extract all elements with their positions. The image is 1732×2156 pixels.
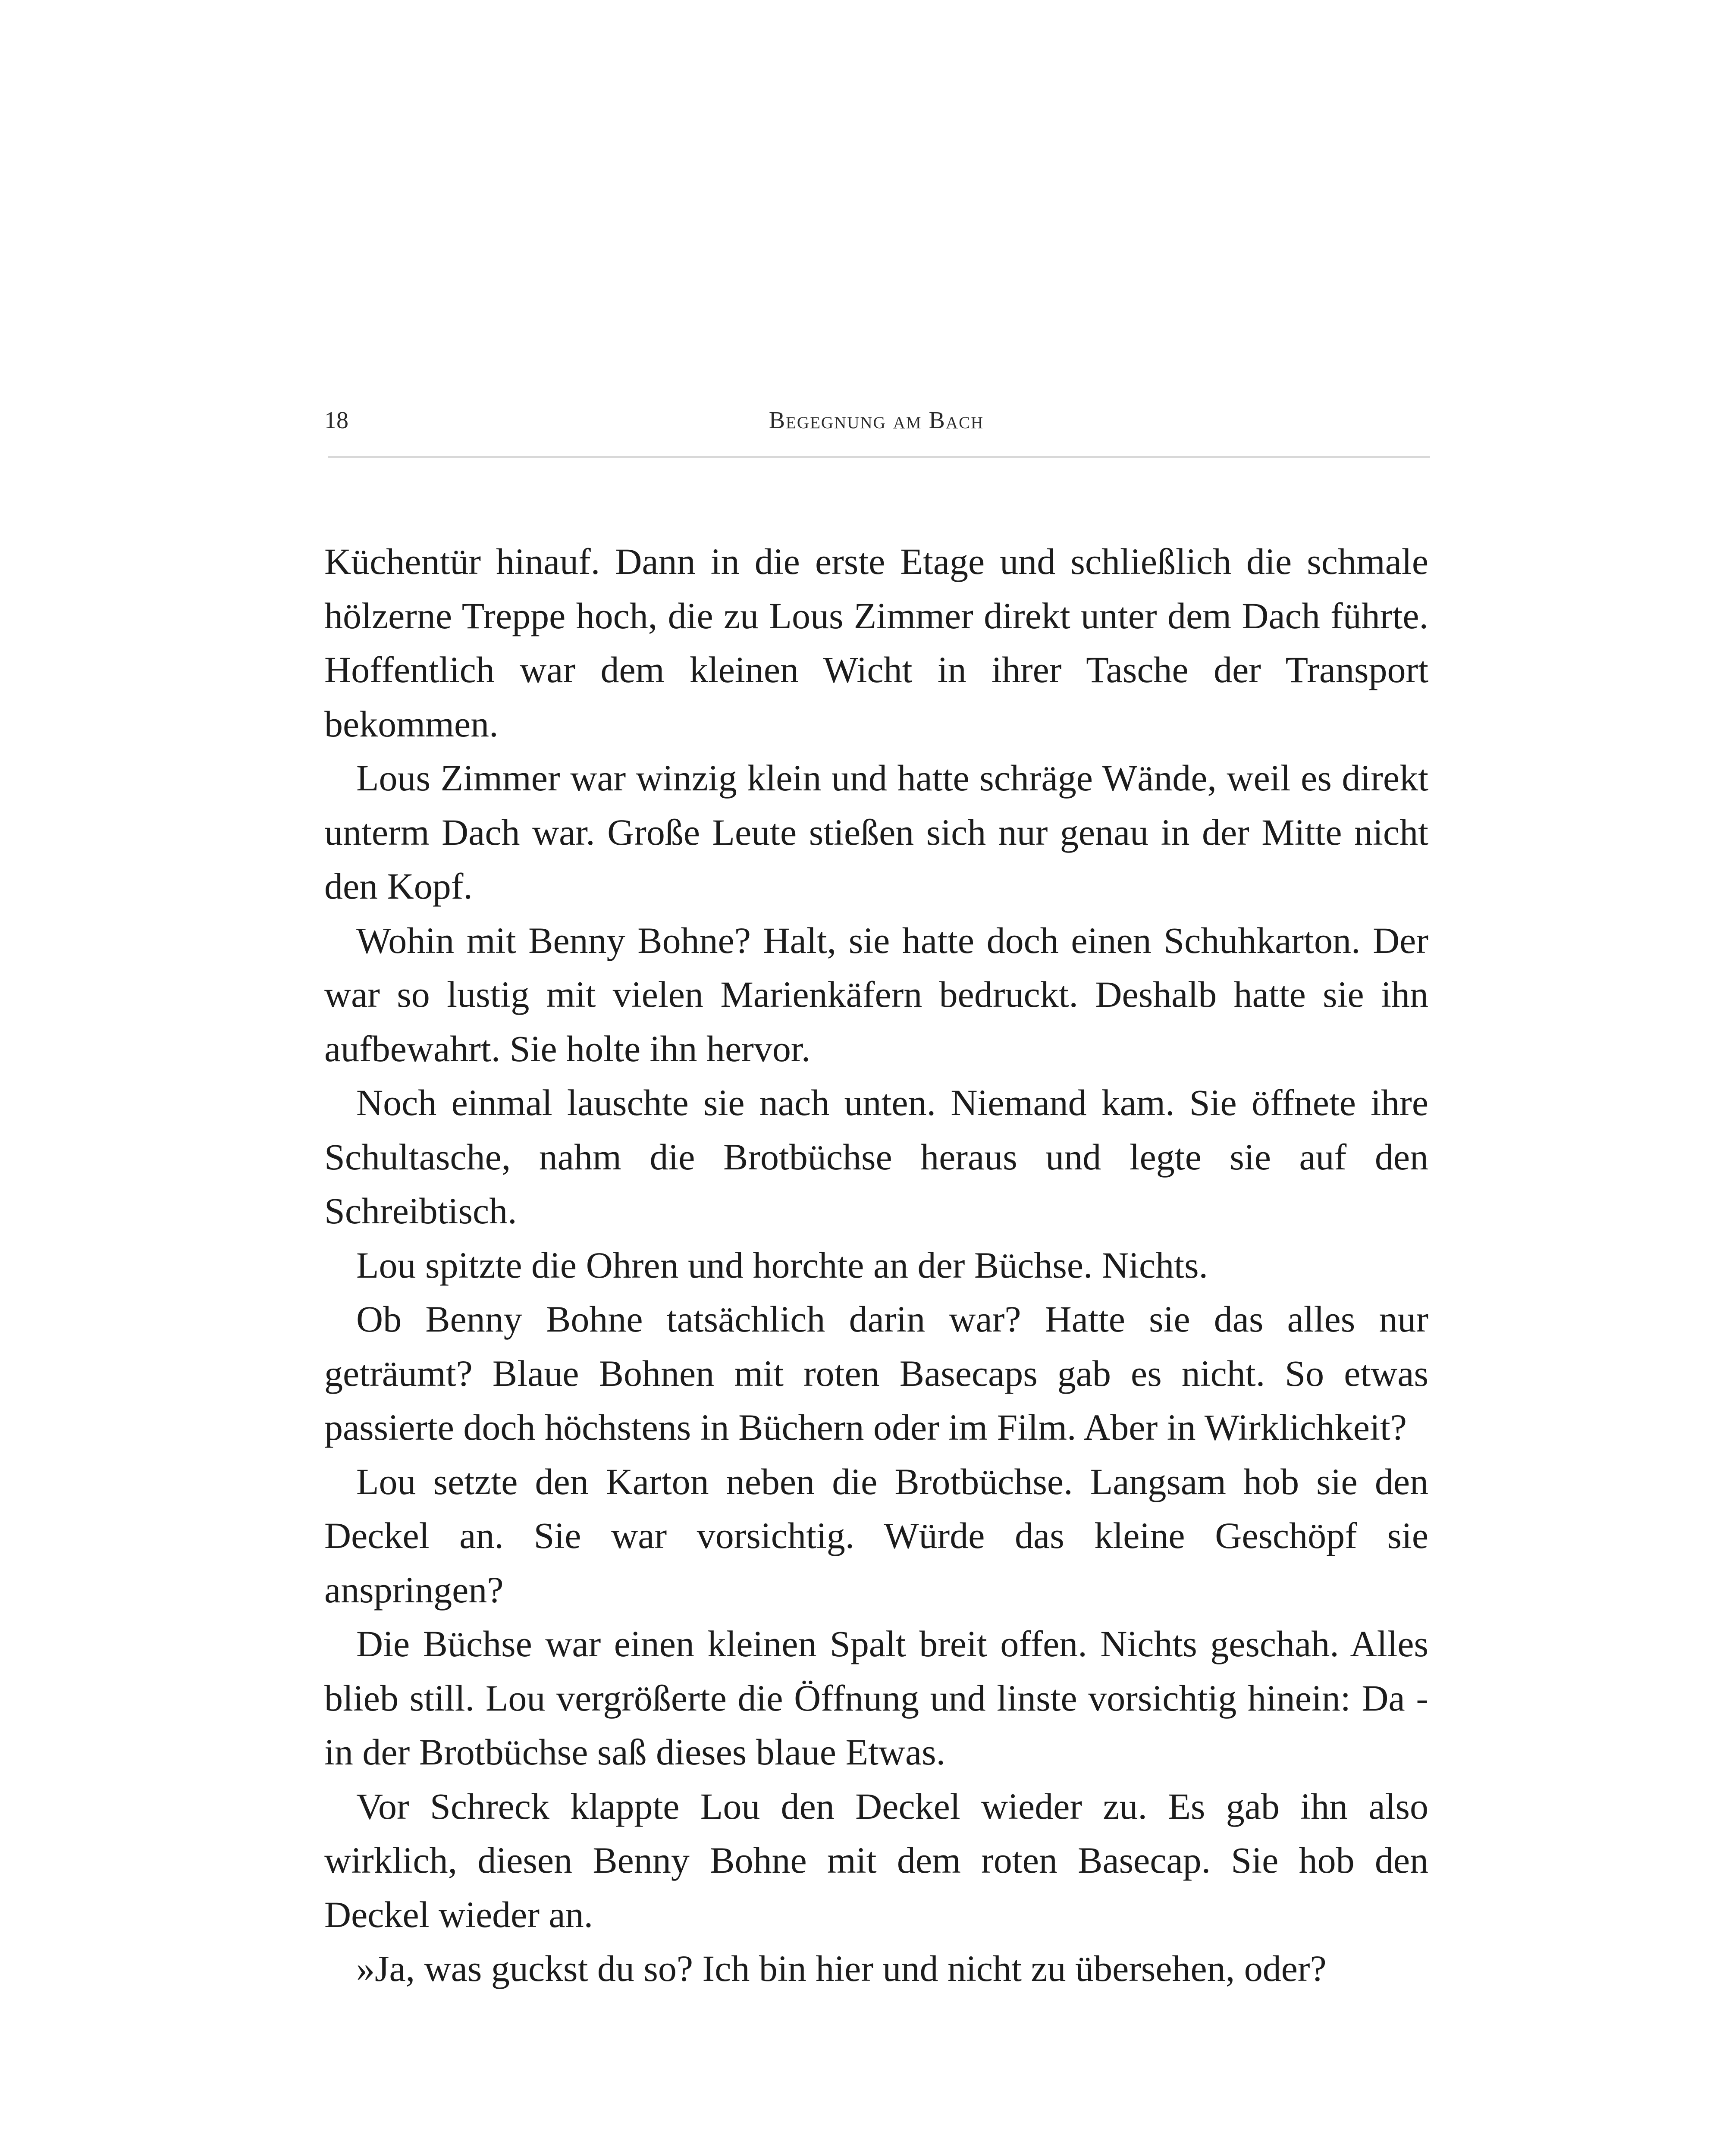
header-divider bbox=[328, 456, 1430, 458]
paragraph: »Ja, was guckst du so? Ich bin hier und nicht zu übersehen, oder? bbox=[356, 1948, 1327, 1989]
body-text bbox=[324, 535, 1428, 1996]
paragraph: Küchentür hinauf. Dann in die erste Etage und schließlich die schmale hölzerne Treppe hoch, die zu Lous Zimmer direkt unter dem Dach führte. Hoffentlich war dem kleinen Wicht in ihrer Tasche der Transport bekommen. bbox=[324, 541, 1428, 745]
paragraph: Noch einmal lauschte sie nach unten. Niemand kam. Sie öffnete ihre Schultasche, nahm die Brotbüchse heraus und legte sie auf den Schreibtisch. bbox=[324, 1082, 1428, 1232]
running-head bbox=[324, 401, 1428, 440]
page-number: 18 bbox=[324, 407, 348, 434]
paragraph: Wohin mit Benny Bohne? Halt, sie hatte doch einen Schuhkarton. Der war so lustig mit vielen Marienkäfern bedruckt. Deshalb hatte sie ihn aufbewahrt. Sie holte ihn hervor. bbox=[324, 919, 1428, 1069]
chapter-title: Begegnung am Bach bbox=[769, 407, 984, 434]
paragraph: Lou setzte den Karton neben die Brotbüchse. Langsam hob sie den Deckel an. Sie war vorsichtig. Würde das kleine Geschöpf sie anspringen? bbox=[324, 1460, 1428, 1611]
paragraph: Ob Benny Bohne tatsächlich darin war? Hatte sie das alles nur geträumt? Blaue Bohnen mit roten Basecaps gab es nicht. So etwas passierte doch höchstens in Büchern oder im Film. Aber in Wirklichkeit? bbox=[324, 1298, 1428, 1448]
paragraph: Vor Schreck klappte Lou den Deckel wieder zu. Es gab ihn also wirklich, diesen Benny Bohne mit dem roten Basecap. Sie hob den Deckel wieder an. bbox=[324, 1785, 1428, 1935]
paragraph: Die Büchse war einen kleinen Spalt breit offen. Nichts geschah. Alles blieb still. Lou vergrößerte die Öffnung und linste vorsichtig hinein: Da - in der Brotbüchse saß dieses blaue Etwas. bbox=[324, 1623, 1428, 1773]
paragraph: Lou spitzte die Ohren und horchte an der Büchse. Nichts. bbox=[356, 1244, 1208, 1286]
paragraph: Lous Zimmer war winzig klein und hatte schräge Wände, weil es direkt unterm Dach war. Große Leute stießen sich nur genau in der Mitte nicht den Kopf. bbox=[324, 757, 1428, 907]
